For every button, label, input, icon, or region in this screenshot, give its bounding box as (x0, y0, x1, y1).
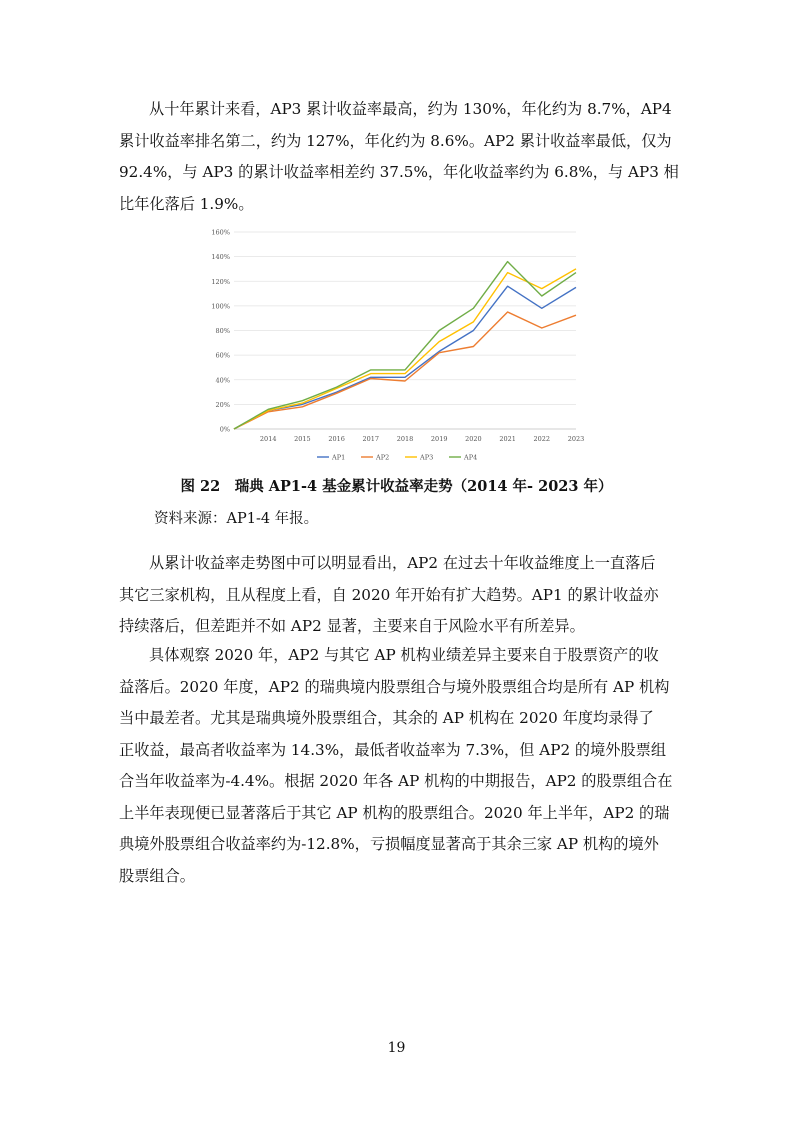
paragraph-line: 正收益，最高者收益率为 14.3%，最低者收益率为 7.3%，但 AP2 的境外股票组 (119, 740, 667, 759)
paragraph-line: 92.4%，与 AP3 的累计收益率相差约 37.5%，年化收益率约为 6.8%，与 AP3 相 (119, 163, 679, 181)
y-tick-label: 160% (211, 228, 230, 237)
y-tick-label: 140% (211, 253, 230, 262)
paragraph-line: 股票组合。 (119, 866, 195, 885)
x-tick-label: 2014 (259, 435, 277, 443)
y-tick-label: 80% (215, 327, 230, 335)
x-tick-label: 2016 (328, 435, 345, 443)
cumulative-return-chart (200, 225, 600, 465)
y-tick-label: 20% (215, 400, 230, 409)
legend-label: AP3 (420, 453, 434, 462)
paragraph-line: 上半年表现便已显著落后于其它 AP 机构的股票组合。2020 年上半年，AP2 的瑞 (119, 803, 670, 822)
paragraph-line: 累计收益率排名第二，约为 127%，年化约为 8.6%。AP2 累计收益率最低，仅为 (119, 131, 672, 150)
series-line-ap4 (234, 262, 576, 429)
paragraph-line: 当中最差者。尤其是瑞典境外股票组合，其余的 AP 机构在 2020 年度均录得了 (119, 709, 654, 727)
legend-label: AP1 (332, 453, 346, 462)
x-tick-label: 2017 (362, 435, 380, 443)
page-number: 19 (387, 1040, 406, 1056)
paragraph-line: 益落后。2020 年度，AP2 的瑞典境内股票组合与境外股票组合均是所有 AP 机构 (119, 677, 670, 696)
series-line-ap1 (234, 286, 576, 429)
paragraph-line: 具体观察 2020 年，AP2 与其它 AP 机构业绩差异主要来自于股票资产的收 (149, 646, 659, 664)
y-tick-label: 0% (219, 425, 230, 434)
paragraph-line: 从累计收益率走势图中可以明显看出，AP2 在过去十年收益维度上一直落后 (149, 554, 656, 572)
paragraph-line: 从十年累计来看，AP3 累计收益率最高，约为 130%，年化约为 8.7%，AP4 (149, 100, 672, 118)
paragraph-line: 典境外股票组合收益率约为-12.8%，亏损幅度显著高于其余三家 AP 机构的境外 (119, 835, 659, 853)
paragraph-1 (119, 94, 677, 220)
figure-source: 资料来源：AP1-4 年报。 (154, 511, 319, 527)
x-tick-label: 2018 (396, 435, 414, 443)
paragraph-3 (119, 640, 677, 892)
paragraph-2 (119, 548, 677, 643)
y-tick-label: 40% (215, 376, 230, 385)
paragraph-line: 其它三家机构，且从程度上看，自 2020 年开始有扩大趋势。AP1 的累计收益亦 (119, 585, 659, 604)
x-tick-label: 2020 (465, 435, 482, 443)
x-tick-label: 2021 (499, 435, 516, 443)
paragraph-line: 比年化落后 1.9%。 (119, 194, 254, 213)
y-tick-label: 120% (211, 277, 230, 286)
y-tick-label: 100% (211, 302, 230, 311)
paragraph-line: 持续落后，但差距并不如 AP2 显著，主要来自于风险水平有所差异。 (119, 617, 585, 635)
legend-label: AP4 (464, 453, 478, 462)
x-tick-label: 2019 (430, 435, 448, 443)
paragraph-line: 合当年收益率为-4.4%。根据 2020 年各 AP 机构的中期报告，AP2 的股票组合在 (119, 772, 673, 790)
x-tick-label: 2022 (533, 435, 551, 443)
x-tick-label: 2023 (567, 435, 585, 443)
y-tick-label: 60% (215, 351, 230, 360)
figure-caption: 图 22 瑞典 AP1-4 基金累计收益率走势（2014 年- 2023 年） (180, 478, 613, 495)
x-tick-label: 2015 (294, 435, 311, 443)
legend-label: AP2 (376, 453, 390, 462)
